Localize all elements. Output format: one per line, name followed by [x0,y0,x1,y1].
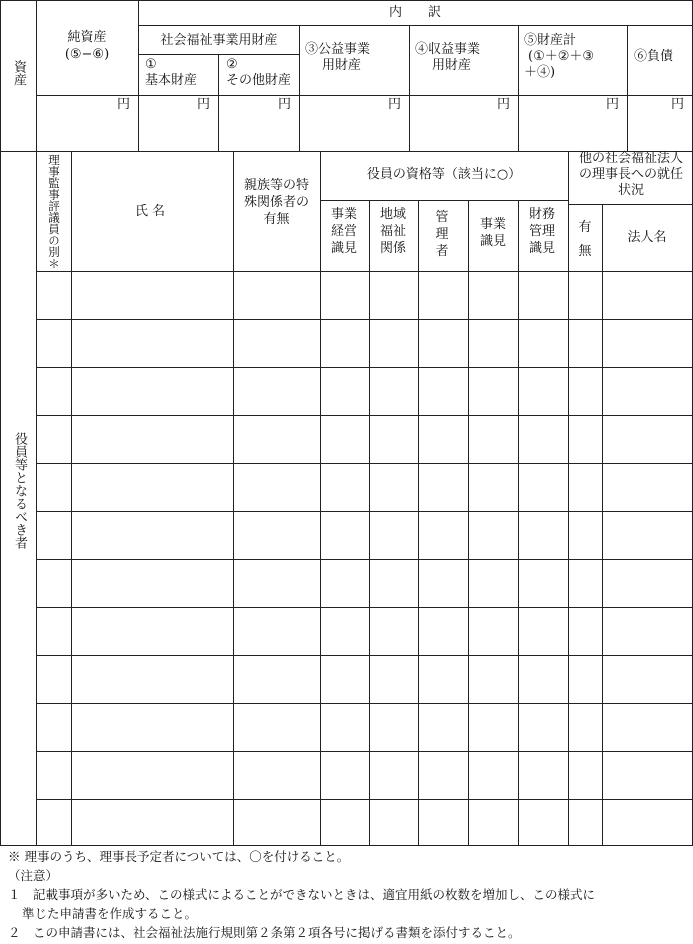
corp-name-header: 法人名 [627,230,667,245]
officers-side-label: 役員等となるべき者 [12,432,27,549]
other-property-number: ② [226,57,238,72]
other-property-label: その他財産 [226,73,292,88]
qual-finance-header: 財務管理識見 [528,207,555,256]
yen-unit-profit: 円 [497,97,511,112]
liabilities-label: ⑥負債 [634,49,674,64]
yen-unit-liabilities: 円 [671,97,685,112]
qualification-header: 役員の資格等（該当に○） [366,167,522,182]
presence-header: 有無 [578,220,592,259]
yen-unit-other: 円 [278,97,292,112]
total-property-label: ⑤財産計 [524,33,577,48]
qual-knowledge-header: 事業識見 [479,217,506,249]
total-property-formula-2: ＋④) [524,65,556,80]
assets-side-label: 資産 [11,60,26,86]
yen-unit-total: 円 [606,97,620,112]
qual-business-header: 事業経営識見 [330,207,357,256]
yen-unit-net-assets: 円 [117,97,131,112]
yen-unit-basic: 円 [197,97,211,112]
other-corp-header: 他の社会福祉法人の理事長への就任状況 [578,151,683,198]
net-assets-formula: (⑤−⑥) [64,47,110,62]
profit-property-label: ④収益事業 [415,42,481,57]
note-caution: （注意） [8,868,59,883]
qual-manager-header: 管理者 [435,210,449,259]
profit-property-label-2: 用財産 [432,58,472,73]
yen-unit-public: 円 [388,97,402,112]
officer-name-header: 氏名 [134,204,169,219]
basic-property-label: 基本財産 [145,73,198,88]
note-1-line-1: １ 記載事項が多いため、この様式によることができないときは、適宜用紙の枚数を増加し、この様式に [8,887,596,902]
basic-property-number: ① [145,57,157,72]
public-interest-property-label-2: 用財産 [322,58,362,73]
public-interest-property-label: ③公益事業 [305,42,371,57]
note-2: ２ この申請書には、社会福祉法施行規則第２条第２項各号に掲げる書類を添付すること。 [8,925,521,940]
officer-category-header: 理事監事評議員の別＊ [47,153,61,269]
relatives-header: 親族等の特殊関係者の有無 [243,178,309,227]
net-assets-label: 純資産 [67,30,107,45]
note-asterisk: ※ 理事のうち、理事長予定者については、〇を付けること。 [8,849,350,864]
social-welfare-property-header: 社会福祉事業用財産 [160,33,278,48]
breakdown-header: 内 訳 [388,5,441,20]
note-1-line-2: 準じた申請書を作成すること。 [22,906,198,921]
qual-community-header: 地域福祉関係 [379,207,406,256]
total-property-formula: (①＋②＋③ [528,49,595,64]
